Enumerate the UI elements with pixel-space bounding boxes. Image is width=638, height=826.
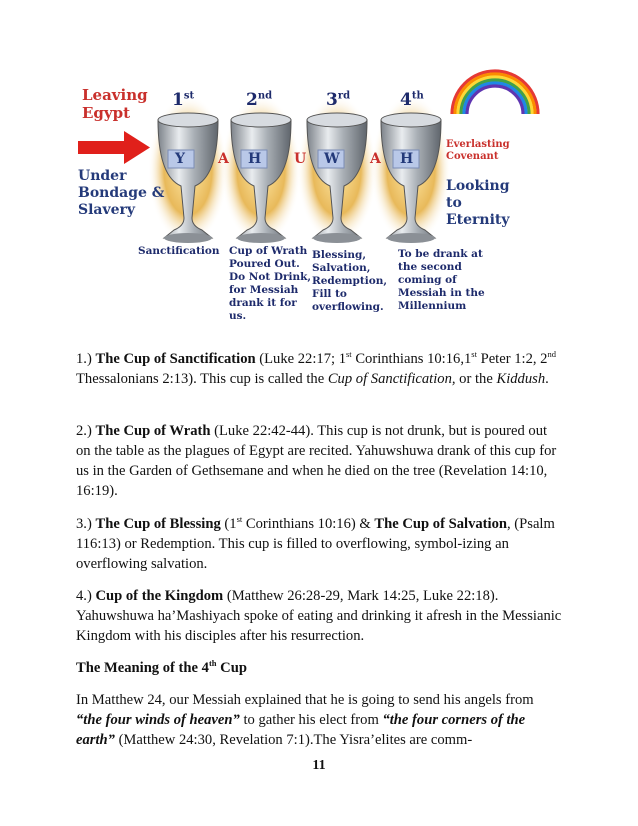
eternity-label: Looking to Eternity — [446, 178, 510, 228]
ordinal-3: 3rd — [326, 90, 351, 110]
ordinal-1: 1st — [172, 90, 195, 110]
cup-letter-y: Y — [175, 151, 185, 167]
paragraph-cup-2: 2.) The Cup of Wrath (Luke 22:42-44). This cup is not drunk, but is poured out on the table as the plagues of Egypt are recited. Yahuwshuwa drank of this cup for us in the Garden of Gethsemane and when he died on the tree (Revelation 14:10, 16:19). — [76, 423, 557, 499]
between-letter-a: A — [218, 151, 229, 167]
ordinal-2: 2nd — [246, 90, 273, 110]
leaving-egypt-label: Leaving Egypt — [82, 86, 148, 122]
cup-letter-h2: H — [400, 151, 414, 167]
bondage-label: Under Bondage & Slavery — [78, 168, 165, 218]
section-heading: The Meaning of the 4th Cup — [76, 658, 247, 676]
caption-sanctification: Sanctification — [138, 245, 220, 257]
paragraph-meaning: In Matthew 24, our Messiah explained that he is going to send his angels from “the four winds of heaven” to gather his elect from “the four corners of the earth” (Matthew 24:30, Revelation 7:1).The Yisra’elites are comm- — [76, 692, 534, 748]
arrow-right-icon — [78, 131, 150, 164]
cup-letter-h: H — [248, 151, 262, 167]
paragraph-cup-1: 1.) The Cup of Sanctification (Luke 22:17; 1st Corinthians 10:16,1st Peter 1:2, 2nd Thessalonians 2:13). This cup is called the Cup of Sanctification, or the Kiddush. — [76, 349, 556, 387]
cup-letter-w: W — [324, 151, 340, 167]
chalice-icon — [221, 95, 301, 245]
chalice-icon — [297, 95, 377, 245]
caption-kingdom: To be drank at the second coming of Messiah in the Millennium — [398, 248, 485, 312]
ordinal-4: 4th — [400, 90, 424, 110]
between-letter-u: U — [294, 151, 307, 167]
chalice-icon — [371, 95, 451, 245]
paragraph-cup-4: 4.) Cup of the Kingdom (Matthew 26:28-29, Mark 14:25, Luke 22:18). Yahuwshuwa ha’Mashiyach spoke of eating and drinking it afresh in the Messianic Kingdom with his disciples after his resurrection. — [76, 588, 562, 644]
caption-blessing: Blessing, Salvation, Redemption, Fill to overflowing. — [312, 249, 388, 313]
four-cups-figure — [0, 0, 638, 330]
between-letter-a2: A — [370, 151, 381, 167]
covenant-label: Everlasting Covenant — [446, 139, 510, 162]
rainbow-icon — [452, 71, 538, 114]
caption-wrath: Cup of Wrath Poured Out. Do Not Drink, for Messiah drank it for us. — [229, 245, 312, 322]
page-number: 11 — [312, 758, 326, 773]
paragraph-cup-3: 3.) The Cup of Blessing (1st Corinthians 10:16) & The Cup of Salvation, (Psalm 116:13) or Redemption. This cup is filled to overflowing, symbol-izing an overflowing salvation. — [76, 514, 555, 572]
